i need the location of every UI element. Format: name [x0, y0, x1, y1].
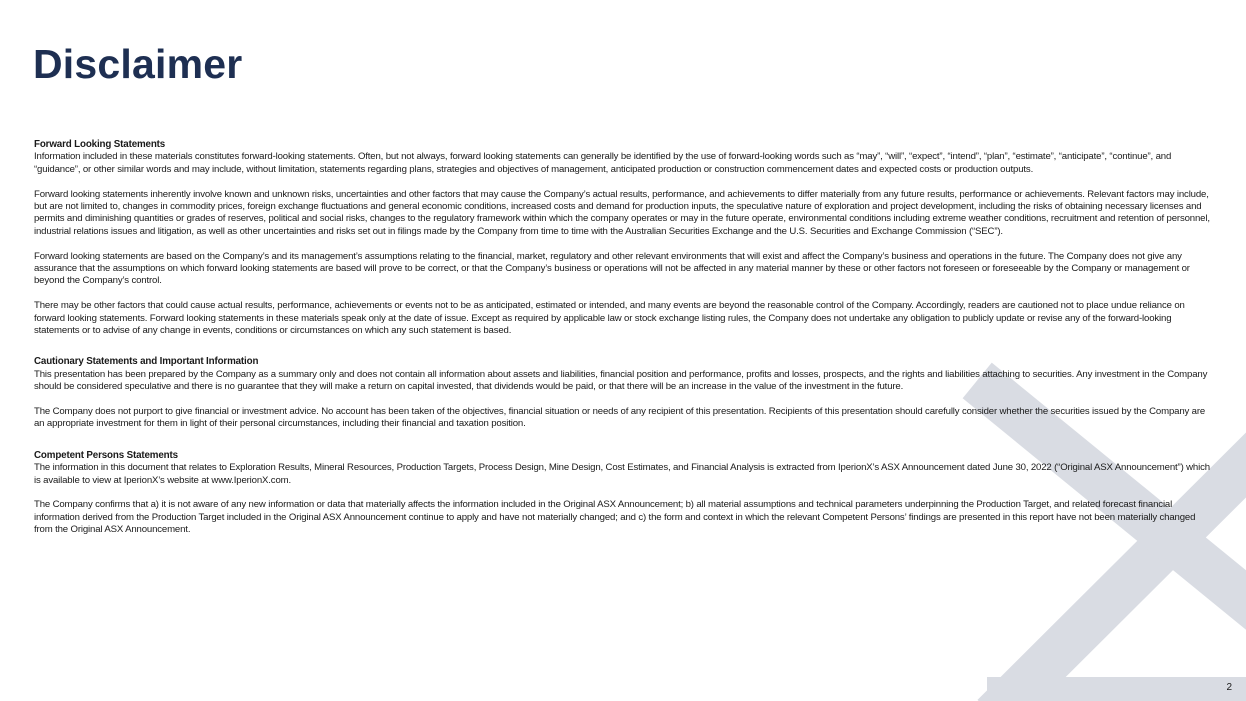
paragraph: The information in this document that relates to Exploration Results, Mineral Resources, Production Targets, Process Design, Mine Design, Cost Estimates, and Financial Analysis is extracted from IperionX’s ASX Announcement dated June 30, 2022 (“Original ASX Announcement”) which is available to view at IperionX’s website at www.IperionX.com.	[34, 462, 1210, 486]
page-title: Disclaimer	[33, 41, 243, 87]
paragraph: The Company confirms that a) it is not aware of any new information or data that materially affects the information included in the Original ASX Announcement; b) all material assumptions and technical parameters underpinning the Production Target, and related forecast financial information derived from the Production Target included in the Original ASX Announcement continue to apply and have not materially changed; and c) the form and context in which the relevant Competent Persons’ findings are presented in this report have not been materially changed from the Original ASX Announcement.	[34, 499, 1196, 536]
paragraph: Forward looking statements are based on the Company’s and its management’s assumptions relating to the financial, market, regulatory and other relevant environments that will exist and affect the Company’s business and operations in the future. The Company does not give any assurance that the assumptions on which forward looking statements are based will prove to be correct, or that the Company’s business or operations will not be affected in any material manner by these or other factors not foreseen or foreseeable by the Company or management or beyond the Company’s control.	[34, 250, 1190, 287]
paragraph: Information included in these materials constitutes forward-looking statements. Often, but not always, forward looking statements can generally be identified by the use of forward-looking words such as “may”, “will”, “expect”, “intend”, “plan”, “estimate”, “anticipate”, “continue”, and “guidance”, or other similar words and may include, without limitation, statements regarding plans, strategies and objectives of management, anticipated production or construction commencement dates and expected costs or production outputs.	[34, 151, 1172, 175]
paragraph: Forward looking statements inherently involve known and unknown risks, uncertainties and other factors that may cause the Company’s actual results, performance, and achievements to differ materially from any future results, performance or achievements. Relevant factors may include, but are not limited to, changes in commodity prices, foreign exchange fluctuations and general economic conditions, increased costs and demand for production inputs, the speculative nature of exploration and project development, including the risks of obtaining necessary licenses and permits and diminishing quantities or grades of reserves, political and social risks, changes to the regulatory framework within which the company operates or may in the future operate, environmental conditions including extreme weather conditions, recruitment and retention of personnel, industrial relations issues and litigation, as well as other uncertainties and risks set out in filings made by the Company from time to time with the Australian Securities Exchange and the U.S. Securities and Exchange Commission (“SEC”).	[34, 188, 1210, 237]
section-heading: Forward Looking Statements	[34, 139, 166, 150]
disclaimer-body	[34, 139, 1214, 556]
paragraph: This presentation has been prepared by the Company as a summary only and does not contain all information about assets and liabilities, financial position and performance, profits and losses, prospects, and the rights and liabilities attaching to securities. Any investment in the Company should be considered speculative and there is no guarantee that they will make a return on capital invested, that dividends would be paid, or that there will be an increase in the value of the investment in the future.	[34, 368, 1208, 393]
section-forward-looking	[34, 139, 1214, 337]
paragraph: There may be other factors that could cause actual results, performance, achievements or events not to be as anticipated, estimated or intended, and many events are beyond the reasonable control of the Company. Accordingly, readers are cautioned not to place undue reliance on forward looking statements. Forward looking statements in these materials speak only at the date of issue. Except as required by applicable law or stock exchange listing rules, the Company does not undertake any obligation to publicly update or revise any of the forward-looking statements or to advise of any change in events, conditions or circumstances on which any such statement is based.	[34, 300, 1185, 337]
section-cautionary	[34, 356, 1214, 430]
paragraph: The Company does not purport to give financial or investment advice. No account has been taken of the objectives, financial situation or needs of any recipient of this presentation. Recipients of this presentation should carefully consider whether the securities issued by the Company are an appropriate investment for them in light of their personal circumstances, including their financial and taxation position.	[34, 406, 1206, 430]
section-heading: Competent Persons Statements	[34, 449, 178, 461]
section-competent-persons	[34, 450, 1214, 537]
section-heading: Cautionary Statements and Important Information	[34, 356, 259, 368]
page-number: 2	[1226, 682, 1232, 693]
